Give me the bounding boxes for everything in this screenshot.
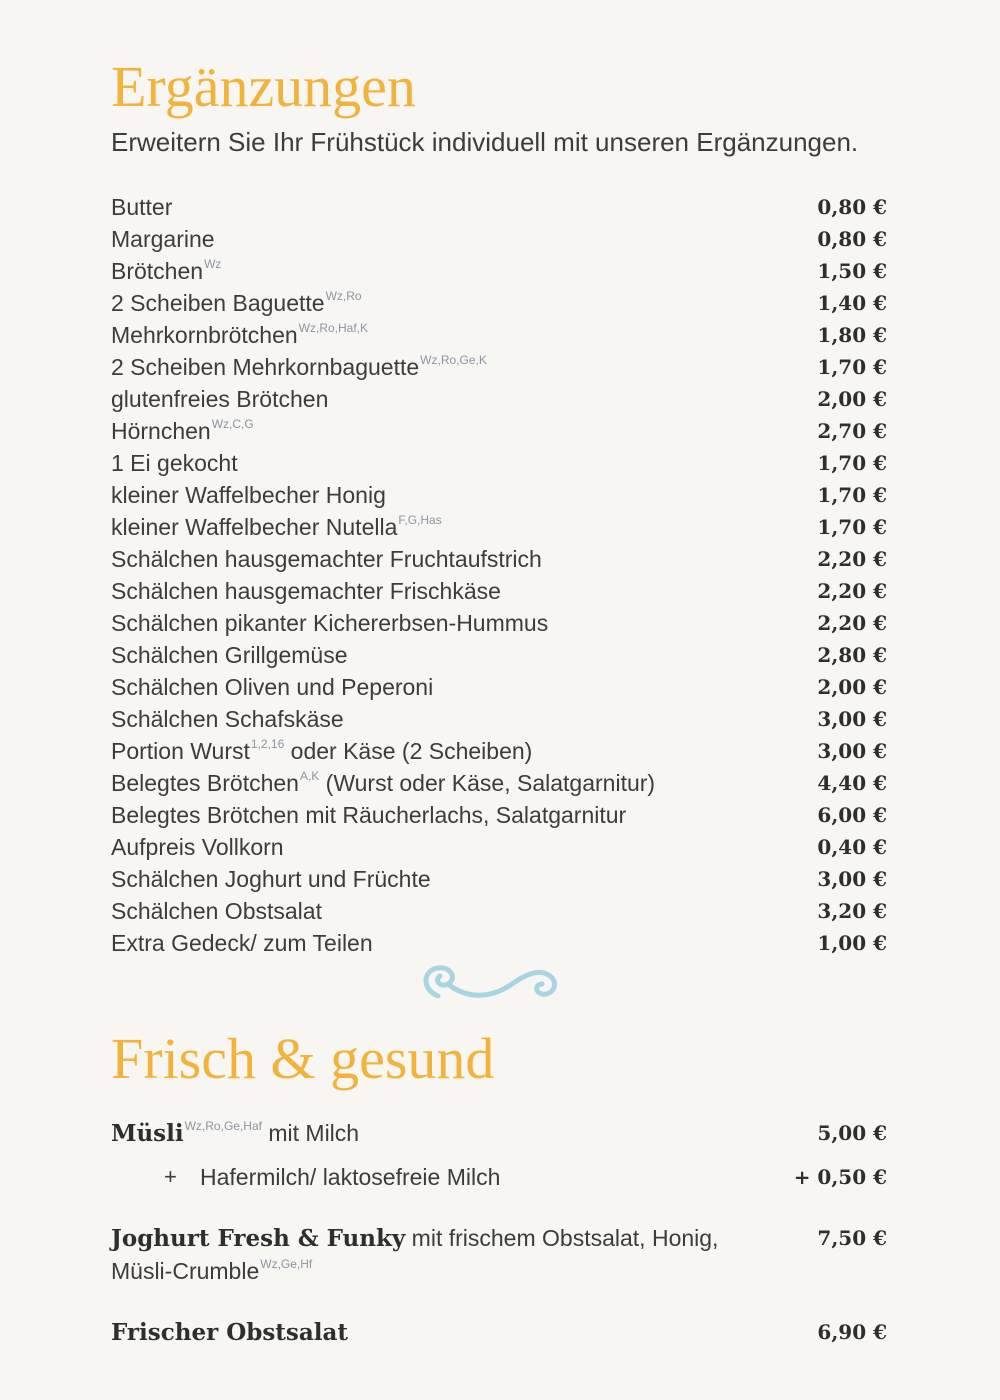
ergaenzungen-price-list (111, 191, 887, 959)
price-list-row (111, 735, 887, 767)
allergen-codes: Wz,Ge,Hf (260, 1257, 313, 1271)
price-list-row (111, 703, 887, 735)
item-price: 2,20 € (817, 547, 887, 571)
item-price: 1,70 € (817, 483, 887, 507)
item-label: kleiner Waffelbecher Honig (111, 482, 386, 508)
item-title: Müsli (111, 1120, 184, 1147)
item-price: 2,20 € (817, 579, 887, 603)
price-list-row (111, 767, 887, 799)
item-label: Schälchen Grillgemüse (111, 642, 348, 668)
item-name (111, 415, 254, 447)
item-label: Schälchen Oliven und Peperoni (111, 674, 434, 700)
item-price: 2,20 € (817, 611, 887, 635)
price-list-row (111, 831, 887, 863)
item-label: kleiner Waffelbecher Nutella (111, 514, 398, 540)
item-price: 2,00 € (817, 675, 887, 699)
allergen-codes: 1,2,16 (250, 737, 285, 751)
price-list-row (111, 351, 887, 383)
section-title-frisch-gesund: Frisch & gesund (111, 1026, 495, 1091)
item-label: Mehrkornbrötchen (111, 322, 298, 348)
item-price: 6,00 € (817, 803, 887, 827)
item-price: 3,00 € (817, 707, 887, 731)
item-price: 1,70 € (817, 451, 887, 475)
item-description: mit frischem Obstsalat, Honig, Müsli-Crumble (111, 1225, 719, 1284)
item-name (111, 927, 373, 959)
allergen-codes: Wz (204, 257, 222, 271)
item-price: + 0,50 € (793, 1165, 887, 1189)
allergen-codes: A,K (299, 769, 320, 783)
plus-icon: + (164, 1164, 177, 1189)
item-price: 1,70 € (817, 515, 887, 539)
item-label-suffix: oder Käse (2 Scheiben) (284, 738, 533, 764)
item-label: Schälchen Schafskäse (111, 706, 344, 732)
item-name (111, 383, 328, 415)
price-list-row (111, 543, 887, 575)
item-price: 2,80 € (817, 643, 887, 667)
allergen-codes: Wz,Ro,Ge,Haf (184, 1119, 262, 1133)
item-price: 6,90 € (817, 1320, 887, 1344)
item-name (111, 767, 655, 799)
item-name (111, 447, 238, 479)
section-subtitle: Erweitern Sie Ihr Frühstück individuell mit unseren Ergänzungen. (111, 127, 859, 157)
price-list-row (111, 511, 887, 543)
price-list-row (111, 319, 887, 351)
item-price: 7,50 € (817, 1226, 887, 1250)
item-price: 2,70 € (817, 419, 887, 443)
item-price: 4,40 € (817, 771, 887, 795)
item-price: 3,00 € (817, 739, 887, 763)
item-title: Frischer Obstsalat (111, 1319, 349, 1346)
price-list-row (111, 479, 887, 511)
price-list-row (111, 383, 887, 415)
price-list-row (111, 575, 887, 607)
item-price: 3,00 € (817, 867, 887, 891)
item-name (111, 319, 368, 351)
item-label: Schälchen hausgemachter Frischkäse (111, 578, 501, 604)
price-list-row (111, 927, 887, 959)
allergen-codes: F,G,Has (398, 513, 442, 527)
item-label: Aufpreis Vollkorn (111, 834, 284, 860)
item-label: 2 Scheiben Baguette (111, 290, 325, 316)
item-price: 0,40 € (817, 835, 887, 859)
item-name (111, 671, 433, 703)
item-price: 0,80 € (817, 195, 887, 219)
item-name (111, 255, 221, 287)
item-label: Belegtes Brötchen (111, 770, 299, 796)
menu-item-joghurt (111, 1222, 887, 1287)
item-label: 2 Scheiben Mehrkornbaguette (111, 354, 420, 380)
item-label: 1 Ei gekocht (111, 450, 238, 476)
allergen-codes: Wz,Ro,Ge,K (420, 353, 487, 367)
price-list-row (111, 895, 887, 927)
allergen-codes: Wz,Ro,Haf,K (298, 321, 369, 335)
item-description: Hafermilch/ laktosefreie Milch (200, 1164, 501, 1190)
item-name (111, 479, 386, 511)
price-list-row (111, 671, 887, 703)
item-label: Extra Gedeck/ zum Teilen (111, 930, 373, 956)
item-name (111, 191, 172, 223)
item-price: 1,00 € (817, 931, 887, 955)
allergen-codes: Wz,Ro (325, 289, 362, 303)
item-name (111, 223, 215, 255)
item-price: 0,80 € (817, 227, 887, 251)
item-label: Schälchen Obstsalat (111, 898, 322, 924)
item-label: Schälchen hausgemachter Fruchtaufstrich (111, 546, 542, 572)
item-title: Joghurt Fresh & Funky (111, 1225, 406, 1252)
item-name (111, 799, 626, 831)
menu-item-muesli (111, 1117, 887, 1150)
item-label: Margarine (111, 226, 215, 252)
swirl-ornament-icon (416, 960, 560, 1010)
item-label: Schälchen pikanter Kichererbsen-Hummus (111, 610, 549, 636)
item-label: Schälchen Joghurt und Früchte (111, 866, 431, 892)
price-list-row (111, 191, 887, 223)
price-list-row (111, 447, 887, 479)
item-label: glutenfreies Brötchen (111, 386, 329, 412)
allergen-codes: Wz,C,G (211, 417, 254, 431)
item-label: Butter (111, 194, 173, 220)
item-price: 1,80 € (817, 323, 887, 347)
price-list-row (111, 607, 887, 639)
item-price: 2,00 € (817, 387, 887, 411)
item-price: 3,20 € (817, 899, 887, 923)
item-name (111, 703, 344, 735)
price-list-row (111, 799, 887, 831)
price-list-row (111, 639, 887, 671)
item-name (111, 735, 532, 767)
price-list-row (111, 223, 887, 255)
item-description: mit Milch (261, 1120, 360, 1146)
price-list-row (111, 255, 887, 287)
item-name (111, 575, 501, 607)
price-list-row (111, 415, 887, 447)
item-name (111, 895, 322, 927)
item-label: Belegtes Brötchen mit Räucherlachs, Salatgarnitur (111, 802, 627, 828)
item-name (111, 863, 431, 895)
section-title-ergaenzungen: Ergänzungen (111, 54, 416, 119)
price-list-row (111, 863, 887, 895)
item-price: 5,00 € (817, 1121, 887, 1145)
item-name (111, 831, 284, 863)
item-name (111, 287, 362, 319)
item-label-suffix: (Wurst oder Käse, Salatgarnitur) (319, 770, 656, 796)
item-price: 1,70 € (817, 355, 887, 379)
item-name (111, 351, 487, 383)
item-label: Brötchen (111, 258, 204, 284)
item-name (111, 639, 348, 671)
menu-item-obstsalat (111, 1316, 887, 1349)
item-name (111, 511, 442, 543)
price-list-row (111, 287, 887, 319)
item-label: Portion Wurst (111, 738, 250, 764)
item-price: 1,50 € (817, 259, 887, 283)
item-label: Hörnchen (111, 418, 211, 444)
item-price: 1,40 € (817, 291, 887, 315)
item-name (111, 607, 548, 639)
item-name (111, 543, 542, 575)
